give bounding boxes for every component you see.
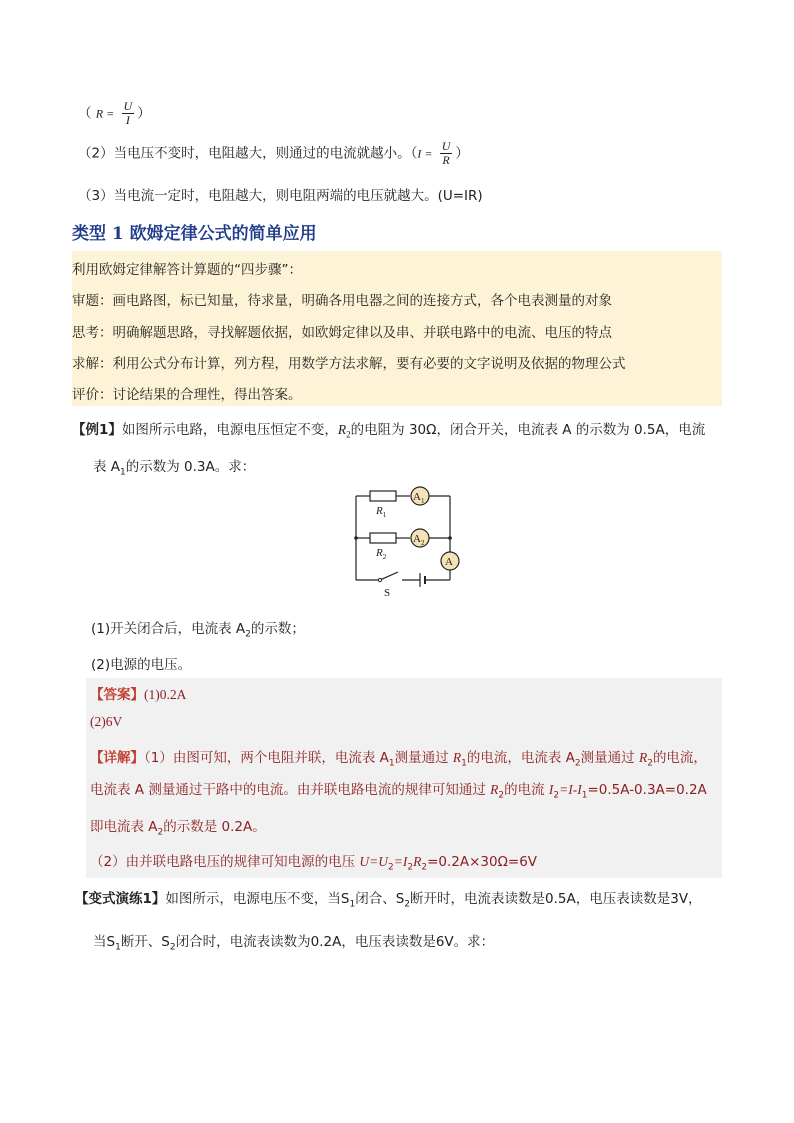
- example1-line1: 【例1】如图所示电路，电源电压恒定不变，$R_2$的电阻为 30Ω，闭合开关，电流表 A 的示数为 0.5A，电流: [72, 422, 706, 440]
- question-1: (1)开关闭合后，电流表 $A_2$的示数；: [91, 621, 305, 640]
- answer-box: [86, 678, 722, 878]
- detail-tag: 【详解】: [90, 750, 144, 766]
- step-item: 求解：利用公式分布计算，列方程，用数学方法求解，要有必要的文字说明及依据的物理公式: [72, 356, 626, 372]
- step-item: 评价：讨论结果的合理性，得出答案。: [72, 387, 302, 403]
- steps-box: [72, 251, 722, 406]
- detail-line-3: 即电流表 $A_2$的示数是 0.2A。: [90, 819, 266, 838]
- answer-line-2: (2)6V: [90, 714, 123, 729]
- switch-label: S: [384, 587, 391, 599]
- example1-line2: 表 $A_1$的示数为 0.3A。求：: [93, 459, 256, 478]
- steps-title: 利用欧姆定律解答计算题的“四步骤”：: [72, 262, 302, 278]
- a1-label: $A_1$: [413, 491, 425, 505]
- section-heading: 类型 1 欧姆定律公式的简单应用: [72, 224, 317, 244]
- r2-label: $R_2$: [376, 547, 387, 561]
- formula-line-1: （ R = $\frac{U}{I}$ ）: [78, 99, 151, 127]
- step-item: 思考：明确解题思路，寻找解题依据，如欧姆定律以及串、并联电路中的电流、电压的特点: [72, 325, 612, 341]
- circuit-diagram: [340, 482, 470, 600]
- variant-line-2: 当$S_1$断开、$S_2$闭合时，电流表读数为0.2A，电压表读数是6V。求：: [93, 934, 495, 953]
- formula-lhs: R =: [95, 106, 115, 121]
- fraction: $\frac{U}{R}$: [441, 139, 451, 167]
- text-line-3: （3）当电流一定时，电阻越大，则电阻两端的电压就越大。(U=IR): [78, 188, 483, 204]
- r1-label: $R_1$: [376, 505, 387, 519]
- formula-lhs: I =: [417, 146, 433, 161]
- question-2: (2)电源的电压。: [91, 657, 192, 673]
- step-item: 审题：画电路图，标已知量，待求量，明确各用电器之间的连接方式，各个电表测量的对象: [72, 293, 612, 309]
- variant-line-1: 【变式演练1】如图所示，电源电压不变，当$S_1$闭合、$S_2$断开时，电流表读数是0.5A，电压表读数是3V，: [75, 891, 702, 910]
- detail-line-2: 电流表 A 测量通过干路中的电流。由并联电路电流的规律可知通过 $R_2$的电流 $I_2=I-I_1=0.5A-0.3A=0.2A$: [90, 782, 707, 801]
- detail-line-1: 【详解】（1）由图可知，两个电阻并联，电流表 $A_1$测量通过 $R_1$的电流，电流表 $A_2$测量通过 $R_2$的电流，: [90, 750, 707, 769]
- answer-line-1: 【答案】(1)0.2A: [90, 687, 187, 703]
- a2-label: $A_2$: [413, 533, 425, 547]
- detail-line-4: （2）由并联电路电压的规律可知电源的电压 $U=U_2=I_2R_2=0.2A\times 30\Omega=6V$: [90, 854, 538, 873]
- answer-tag: 【答案】: [90, 687, 144, 703]
- text-line-2: （2）当电压不变时，电阻越大，则通过的电流就越小。（I = $\frac{U}{R}$ ）: [78, 139, 469, 167]
- example-tag: 【例1】: [72, 422, 122, 438]
- fraction: $\frac{U}{I}$: [123, 99, 133, 127]
- variant-tag: 【变式演练1】: [75, 891, 166, 907]
- a-label: A: [445, 556, 453, 568]
